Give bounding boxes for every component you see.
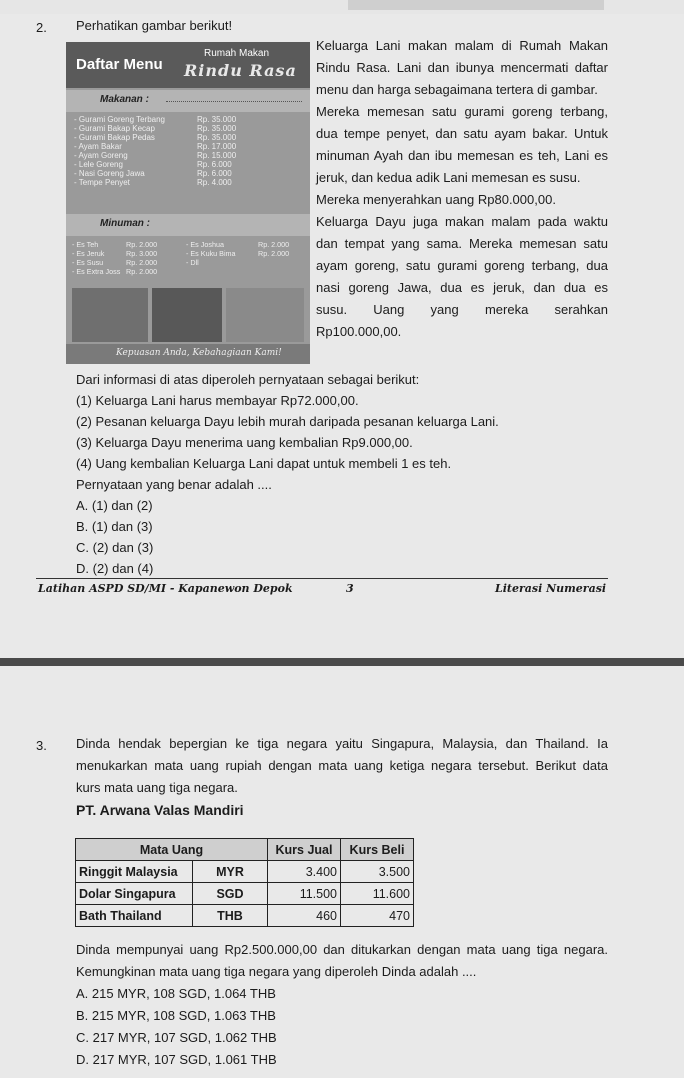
food-photo-fish — [72, 288, 148, 342]
kurs-beli: 11.600 — [341, 883, 414, 905]
table-row — [76, 883, 414, 905]
drink-item: - Es Susu — [72, 258, 104, 267]
story-line: dan tempat yang sama. Mereka memesan satu — [316, 236, 608, 251]
q3-question-line: Dinda mempunyai uang Rp2.500.000,00 dan ditukarkan dengan mata uang tiga negara. — [76, 942, 608, 957]
story-line: nasi goreng Jawa, dua es jeruk, dan dua es — [316, 280, 608, 295]
story-line: dua tempe penyet, dan satu ayam bakar. Untuk — [316, 126, 608, 141]
drink-item: - Es Teh — [72, 240, 99, 249]
makanan-label: Makanan : — [100, 94, 149, 105]
minuman-section — [66, 214, 310, 236]
q3-option-b[interactable]: B. 215 MYR, 108 SGD, 1.063 THB — [76, 1008, 276, 1023]
drink-price: Rp. 2.000 — [126, 240, 158, 249]
menu-price: Rp. 4.000 — [197, 178, 232, 187]
statement: (3) Keluarga Dayu menerima uang kembalian Rp9.000,00. — [76, 435, 413, 450]
story-line: jeruk, dan kedua adik Lani memesan es susu. — [316, 170, 581, 185]
currency-name: Bath Thailand — [76, 905, 193, 927]
currency-code: MYR — [193, 861, 268, 883]
currency-code: THB — [193, 905, 268, 927]
footer-left: Latihan ASPD SD/MI - Kapanewon Depok — [38, 582, 293, 595]
drink-item: - Es Joshua — [186, 240, 224, 249]
menu-price: Rp. 17.000 — [197, 142, 237, 151]
story-line: Rindu Rasa. Lani dan ibunya mencermati daftar — [316, 60, 608, 75]
makanan-section — [66, 90, 310, 112]
page-separator — [0, 658, 684, 666]
menu-item: - Gurami Bakap Pedas — [74, 133, 155, 142]
food-photo-chicken — [152, 288, 222, 342]
menu-item: - Lele Goreng — [74, 160, 123, 169]
drink-item: - Es Kuku Bima — [186, 249, 236, 258]
drink-price: Rp. 2.000 — [258, 240, 290, 249]
menu-item: - Gurami Goreng Terbang — [74, 115, 166, 124]
q3-number: 3. — [36, 738, 47, 753]
food-photo-rice — [226, 288, 304, 342]
kurs-jual: 11.500 — [268, 883, 341, 905]
drink-price: Rp. 2.000 — [258, 249, 290, 258]
menu-price: Rp. 35.000 — [197, 133, 237, 142]
story-line: menu dan harga sebagaimana tertera di gambar. — [316, 82, 598, 97]
header-kurs-jual: Kurs Jual — [268, 839, 341, 861]
menu-item: - Gurami Bakap Kecap — [74, 124, 155, 133]
menu-image — [66, 42, 310, 364]
menu-header-title: Daftar Menu — [76, 56, 163, 73]
q3-question-line: Kemungkinan mata uang tiga negara yang diperoleh Dinda adalah .... — [76, 964, 477, 979]
makanan-divider — [166, 101, 302, 102]
menu-price: Rp. 35.000 — [197, 124, 237, 133]
q2-prompt: Pernyataan yang benar adalah .... — [76, 477, 272, 492]
drink-item: - Es Jeruk — [72, 249, 105, 258]
story-line: ayam goreng, satu gurami goreng terbang, dua — [316, 258, 608, 273]
menu-footer — [66, 344, 310, 364]
table-header-row — [76, 839, 414, 861]
footer-page-number: 3 — [346, 582, 354, 595]
menu-item: - Ayam Goreng — [74, 151, 128, 160]
q2-option-a[interactable]: A. (1) dan (2) — [76, 498, 153, 513]
menu-price: Rp. 35.000 — [197, 115, 237, 124]
q3-option-d[interactable]: D. 217 MYR, 107 SGD, 1.061 THB — [76, 1052, 277, 1067]
story-line: Mereka memesan satu gurami goreng terbang, — [316, 104, 608, 119]
statement: (4) Uang kembalian Keluarga Lani dapat untuk membeli 1 es teh. — [76, 456, 452, 471]
q2-number: 2. — [36, 20, 47, 35]
minuman-label: Minuman : — [100, 218, 150, 229]
menu-price: Rp. 6.000 — [197, 160, 232, 169]
company-name: PT. Arwana Valas Mandiri — [76, 802, 244, 818]
statement: (1) Keluarga Lani harus membayar Rp72.000,00. — [76, 393, 359, 408]
header-mata-uang: Mata Uang — [76, 839, 268, 861]
drink-price: Rp. 3.000 — [126, 249, 158, 258]
page-top-bar — [348, 0, 604, 10]
drink-price: Rp. 2.000 — [126, 267, 158, 276]
q2-option-d[interactable]: D. (2) dan (4) — [76, 561, 154, 576]
header-kurs-beli: Kurs Beli — [341, 839, 414, 861]
story-line: minuman Ayah dan ibu memesan es teh, Lani es — [316, 148, 608, 163]
menu-header-small: Rumah Makan — [204, 48, 270, 59]
story-line: Rp100.000,00. — [316, 324, 402, 339]
drink-item: - Dll — [186, 258, 199, 267]
q2-option-c[interactable]: C. (2) dan (3) — [76, 540, 154, 555]
table-row — [76, 905, 414, 927]
kurs-beli: 3.500 — [341, 861, 414, 883]
q2-intro: Dari informasi di atas diperoleh pernyataan sebagai berikut: — [76, 372, 420, 387]
footer-right: Literasi Numerasi — [495, 582, 607, 595]
kurs-beli: 470 — [341, 905, 414, 927]
q2-title: Perhatikan gambar berikut! — [76, 18, 233, 33]
table-row — [76, 861, 414, 883]
menu-item: - Tempe Penyet — [74, 178, 130, 187]
menu-price: Rp. 6.000 — [197, 169, 232, 178]
story-line: susu. Uang yang mereka serahkan — [316, 302, 608, 317]
currency-name: Dolar Singapura — [76, 883, 193, 905]
exchange-rate-table — [75, 838, 414, 927]
q3-option-a[interactable]: A. 215 MYR, 108 SGD, 1.064 THB — [76, 986, 276, 1001]
footer-rule — [36, 578, 608, 579]
kurs-jual: 460 — [268, 905, 341, 927]
menu-item: - Ayam Bakar — [74, 142, 122, 151]
currency-name: Ringgit Malaysia — [76, 861, 193, 883]
q3-text-line: Dinda hendak bepergian ke tiga negara yaitu Singapura, Malaysia, dan Thailand. Ia — [76, 736, 608, 751]
menu-price: Rp. 15.000 — [197, 151, 237, 160]
story-line: Keluarga Dayu juga makan malam pada waktu — [316, 214, 608, 229]
q3-option-c[interactable]: C. 217 MYR, 107 SGD, 1.062 THB — [76, 1030, 277, 1045]
menu-slogan: Kepuasan Anda, Kebahagiaan Kami! — [116, 348, 282, 358]
q3-text-line: menukarkan mata uang rupiah dengan mata uang ketiga negara tersebut. Berikut data — [76, 758, 608, 773]
statement: (2) Pesanan keluarga Dayu lebih murah daripada pesanan keluarga Lani. — [76, 414, 499, 429]
story-line: Mereka menyerahkan uang Rp80.000,00. — [316, 192, 556, 207]
drink-price: Rp. 2.000 — [126, 258, 158, 267]
q2-option-b[interactable]: B. (1) dan (3) — [76, 519, 153, 534]
menu-item: - Nasi Goreng Jawa — [74, 169, 145, 178]
kurs-jual: 3.400 — [268, 861, 341, 883]
drink-item: - Es Extra Joss — [72, 267, 121, 276]
menu-brand: Rindu Rasa — [184, 61, 297, 80]
currency-code: SGD — [193, 883, 268, 905]
story-line: Keluarga Lani makan malam di Rumah Makan — [316, 38, 608, 53]
q3-text-line: kurs mata uang tiga negara. — [76, 780, 238, 795]
